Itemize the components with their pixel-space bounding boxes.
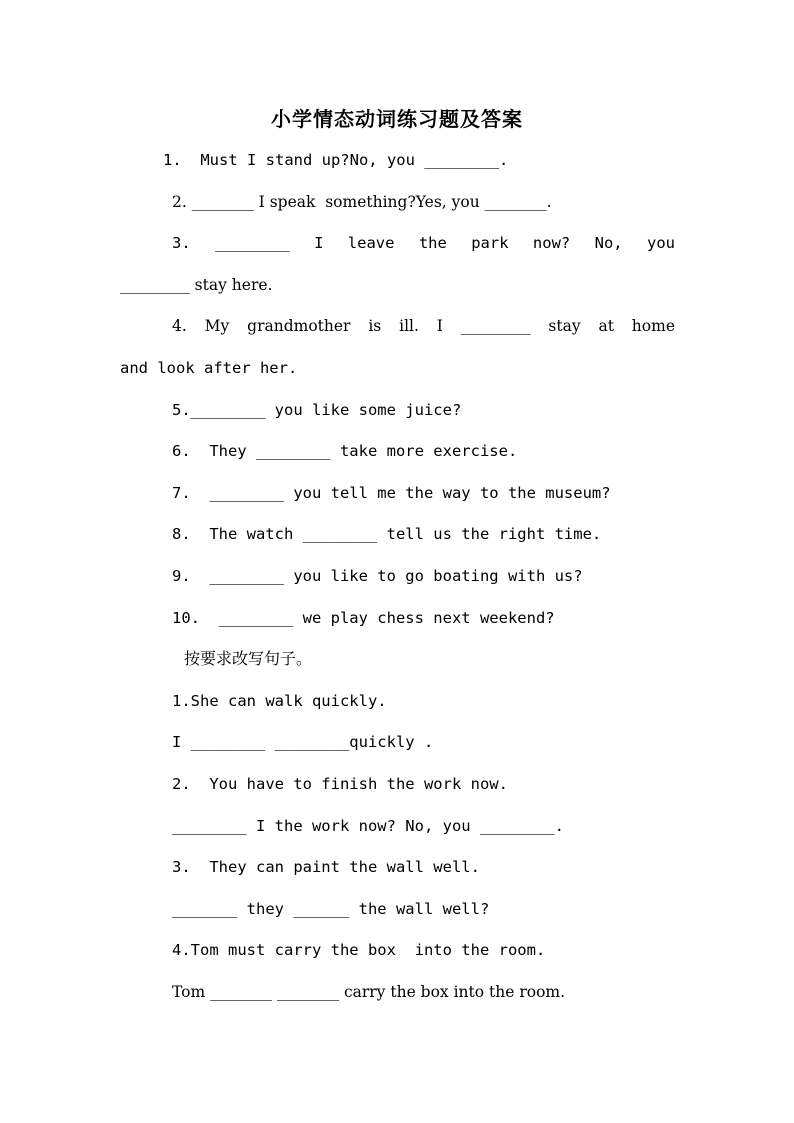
exercise2-item-2: 2. You have to finish the work now. [172,775,508,793]
exercise1-item-9: 9. ________ you like to go boating with us? [172,567,583,585]
exercise1-item-3-cont: _________ stay here. [120,276,273,294]
exercise1-item-10: 10. ________ we play chess next weekend? [172,609,555,627]
exercise2-heading: 按要求改写句子。 [184,649,313,668]
exercise1-item-5: 5.________ you like some juice? [172,401,462,419]
exercise2-item-2-answer: ________ I the work now? No, you ________. [172,817,564,835]
exercise2-item-3: 3. They can paint the wall well. [172,858,480,876]
exercise2-item-4: 4.Tom must carry the box into the room. [172,941,546,959]
exercise1-item-8: 8. The watch ________ tell us the right time. [172,525,602,543]
exercise1-item-4-cont: and look after her. [120,359,298,377]
exercise2-item-3-answer: _______ they ______ the wall well? [172,900,490,918]
exercise2-item-1-answer: I ________ ________quickly . [172,733,434,751]
exercise1-item-3: 3. ________ I leave the park now? No, you [172,234,675,252]
exercise1-item-1: 1. Must I stand up?No, you ________. [163,151,509,169]
exercise2-item-1: 1.She can walk quickly. [172,692,387,710]
exercise1-item-2: 2. ________ I speak something?Yes, you ________. [172,193,552,211]
exercise2-item-4-answer: Tom ________ ________ carry the box into the room. [172,983,566,1001]
exercise1-item-7: 7. ________ you tell me the way to the museum? [172,484,611,502]
exercise1-item-6: 6. They ________ take more exercise. [172,442,518,460]
exercise1-item-4: 4. My grandmother is ill. I _________ stay at home [172,317,675,335]
page-title: 小学情态动词练习题及答案 [271,107,523,131]
